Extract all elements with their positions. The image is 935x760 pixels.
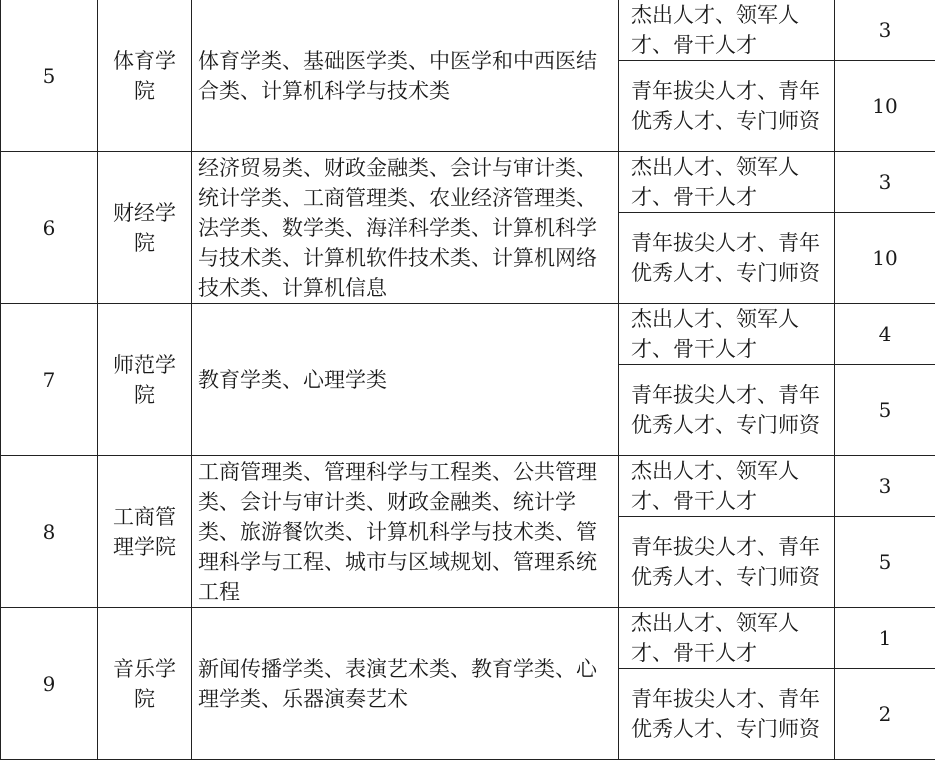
headcount: 2 (835, 669, 935, 760)
row-number: 5 (1, 0, 98, 152)
headcount: 10 (835, 61, 935, 152)
table-row (1, 456, 935, 517)
headcount: 10 (835, 213, 935, 304)
table-row (1, 608, 935, 669)
talent-level: 青年拔尖人才、青年优秀人才、专门师资 (619, 517, 835, 608)
college-name: 音乐学院 (98, 608, 192, 760)
talent-level: 青年拔尖人才、青年优秀人才、专门师资 (619, 365, 835, 456)
major-categories: 工商管理类、管理科学与工程类、公共管理类、会计与审计类、财政金融类、统计学类、旅游餐饮类、计算机科学与技术类、管理科学与工程、城市与区域规划、管理系统工程 (192, 456, 619, 608)
headcount: 3 (835, 0, 935, 61)
talent-level: 青年拔尖人才、青年优秀人才、专门师资 (619, 61, 835, 152)
talent-level: 杰出人才、领军人才、骨干人才 (619, 0, 835, 61)
major-categories: 体育学类、基础医学类、中医学和中西医结合类、计算机科学与技术类 (192, 0, 619, 152)
talent-level: 杰出人才、领军人才、骨干人才 (619, 152, 835, 213)
headcount: 1 (835, 608, 935, 669)
college-name: 工商管理学院 (98, 456, 192, 608)
headcount: 5 (835, 365, 935, 456)
headcount: 3 (835, 456, 935, 517)
talent-level: 青年拔尖人才、青年优秀人才、专门师资 (619, 669, 835, 760)
table-row (1, 0, 935, 61)
talent-level: 青年拔尖人才、青年优秀人才、专门师资 (619, 213, 835, 304)
college-name: 财经学院 (98, 152, 192, 304)
table-row (1, 304, 935, 365)
college-name: 体育学院 (98, 0, 192, 152)
row-number: 6 (1, 152, 98, 304)
major-categories: 经济贸易类、财政金融类、会计与审计类、统计学类、工商管理类、农业经济管理类、法学类、数学类、海洋科学类、计算机科学与技术类、计算机软件技术类、计算机网络技术类、计算机信息 (192, 152, 619, 304)
talent-level: 杰出人才、领军人才、骨干人才 (619, 608, 835, 669)
row-number: 9 (1, 608, 98, 760)
row-number: 8 (1, 456, 98, 608)
major-categories: 新闻传播学类、表演艺术类、教育学类、心理学类、乐器演奏艺术 (192, 608, 619, 760)
talent-level: 杰出人才、领军人才、骨干人才 (619, 304, 835, 365)
talent-level: 杰出人才、领军人才、骨干人才 (619, 456, 835, 517)
headcount: 4 (835, 304, 935, 365)
major-categories: 教育学类、心理学类 (192, 304, 619, 456)
college-name: 师范学院 (98, 304, 192, 456)
headcount: 3 (835, 152, 935, 213)
headcount: 5 (835, 517, 935, 608)
row-number: 7 (1, 304, 98, 456)
table-row (1, 152, 935, 213)
